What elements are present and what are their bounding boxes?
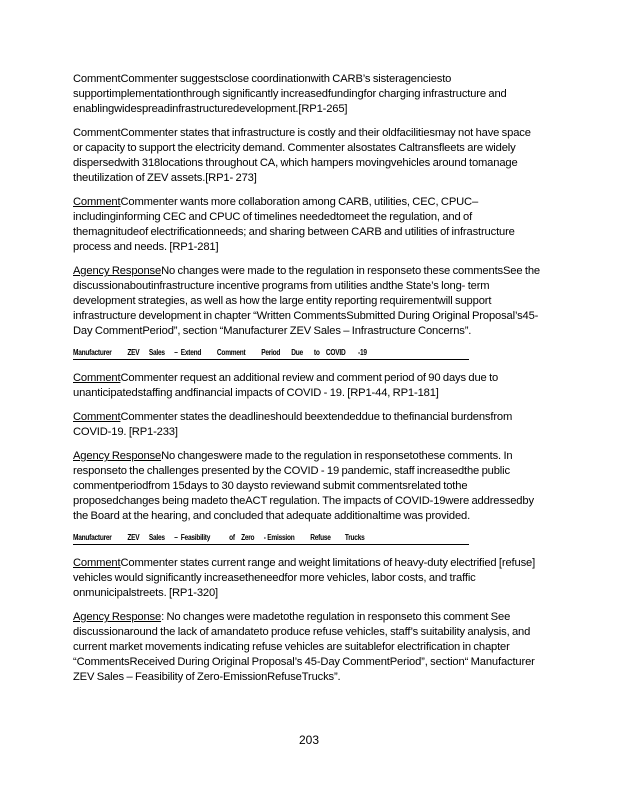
comment-label: Comment <box>73 557 121 569</box>
paragraph-text: Commenter states the deadlineshould beextendeddue to thefinancial burdensfrom COVID-19. [RP1-233] <box>73 411 513 438</box>
paragraph-agency-response-2 <box>73 449 541 524</box>
section-heading-refuse-trucks: Manufacturer ZEV Sales – Feasibility of Zero - Emission Refuse Trucks <box>73 533 365 542</box>
heading-underline <box>73 544 469 545</box>
paragraph-agency-response-3 <box>73 610 541 685</box>
paragraph-text: Commenter states current range and weight limitations of heavy-duty electrified [refuse] vehicles would significantly increasetheneedfor more vehicles, labor costs, and traffic onmunicipalstreets. [RP1-320] <box>73 557 536 599</box>
section-heading-extend-comment-period: Manufacturer ZEV Sales – Extend Comment Period Due to COVID -19 <box>73 348 367 357</box>
paragraph-text: No changeswere made to the regulation in responsetothese comments. In responseto the challenges presented by the COVID - 19 pandemic, staff increasedthe public commentperiodfrom 15days to 30 daysto reviewand submit commentsrelated tothe proposedchanges being madeto theACT regulation. The impacts of COVID-19were addressedby the Board at the hearing, and concluded that adequate additionaltime was provided. <box>73 450 534 522</box>
document-page <box>73 72 541 694</box>
paragraph-text: No changes were made to the regulation in responseto these commentsSee the discussionaboutinfrastructure incentive programs from utilities andthe State’s long- term development strategies, as well as how the large entity reporting requirementwill support infrastructure development in chapter “Written CommentsSubmitted During Original Proposal’s45-Day CommentPeriod”, section “Manufacturer ZEV Sales – Infrastructure Concerns”. <box>73 265 540 337</box>
paragraph-text: : No changes were madetothe regulation in responseto this comment See discussionaround the lack of amandateto produce refuse vehicles, staff’s suitability analysis, and current market movements indicating refuse vehicles are suitablefor electrification in chapter “CommentsReceived During Original Proposal’s 45-Day CommentPeriod”, section“ Manufacturer ZEV Sales – Feasibility of Zero-EmissionRefuseTrucks”. <box>73 611 535 683</box>
paragraph-comment-rp1-320 <box>73 556 541 601</box>
paragraph-comment-rp1-265 <box>73 72 541 117</box>
comment-label: Comment <box>73 196 121 208</box>
paragraph-comment-rp1-44 <box>73 371 541 401</box>
paragraph-comment-rp1-281 <box>73 195 541 255</box>
page-number: 203 <box>298 733 320 747</box>
paragraph-agency-response-1 <box>73 264 541 339</box>
agency-response-label: Agency Response <box>73 450 162 462</box>
agency-response-label: Agency Response <box>73 611 162 623</box>
paragraph-comment-rp1-273 <box>73 126 541 186</box>
paragraph-text: CommentCommenter suggestsclose coordinationwith CARB’s sisteragenciesto supportimplementationthrough significantly increasedfundingfor charging infrastructure and enablingwidespreadinfrastructuredevelopment.[RP1-265] <box>73 73 507 115</box>
agency-response-label: Agency Response <box>73 265 162 277</box>
heading-underline <box>73 359 469 360</box>
paragraph-text: CommentCommenter states that infrastructure is costly and their oldfacilitiesmay not have space or capacity to support the electricity demand. Commenter alsostates Caltransfleets are widely dispersedwith 318locations throughout CA, which hampers movingvehicles around tomanage theutilization of ZEV assets.[RP1- 273] <box>73 127 531 184</box>
paragraph-text: Commenter wants more collaboration among CARB, utilities, CEC, CPUC– includinginforming CEC and CPUC of timelines neededtomeet the regulation, and of themagnitudeof electrificationneeds; and sharing between CARB and utilities of infrastructure process and needs. [RP1-281] <box>73 196 515 253</box>
paragraph-comment-rp1-233 <box>73 410 541 440</box>
comment-label: Comment <box>73 372 121 384</box>
paragraph-text: Commenter request an additional review and comment period of 90 days due to unanticipatedstaffing andfinancial impacts of COVID - 19. [RP1-44, RP1-181] <box>73 372 499 399</box>
comment-label: Comment <box>73 411 121 423</box>
